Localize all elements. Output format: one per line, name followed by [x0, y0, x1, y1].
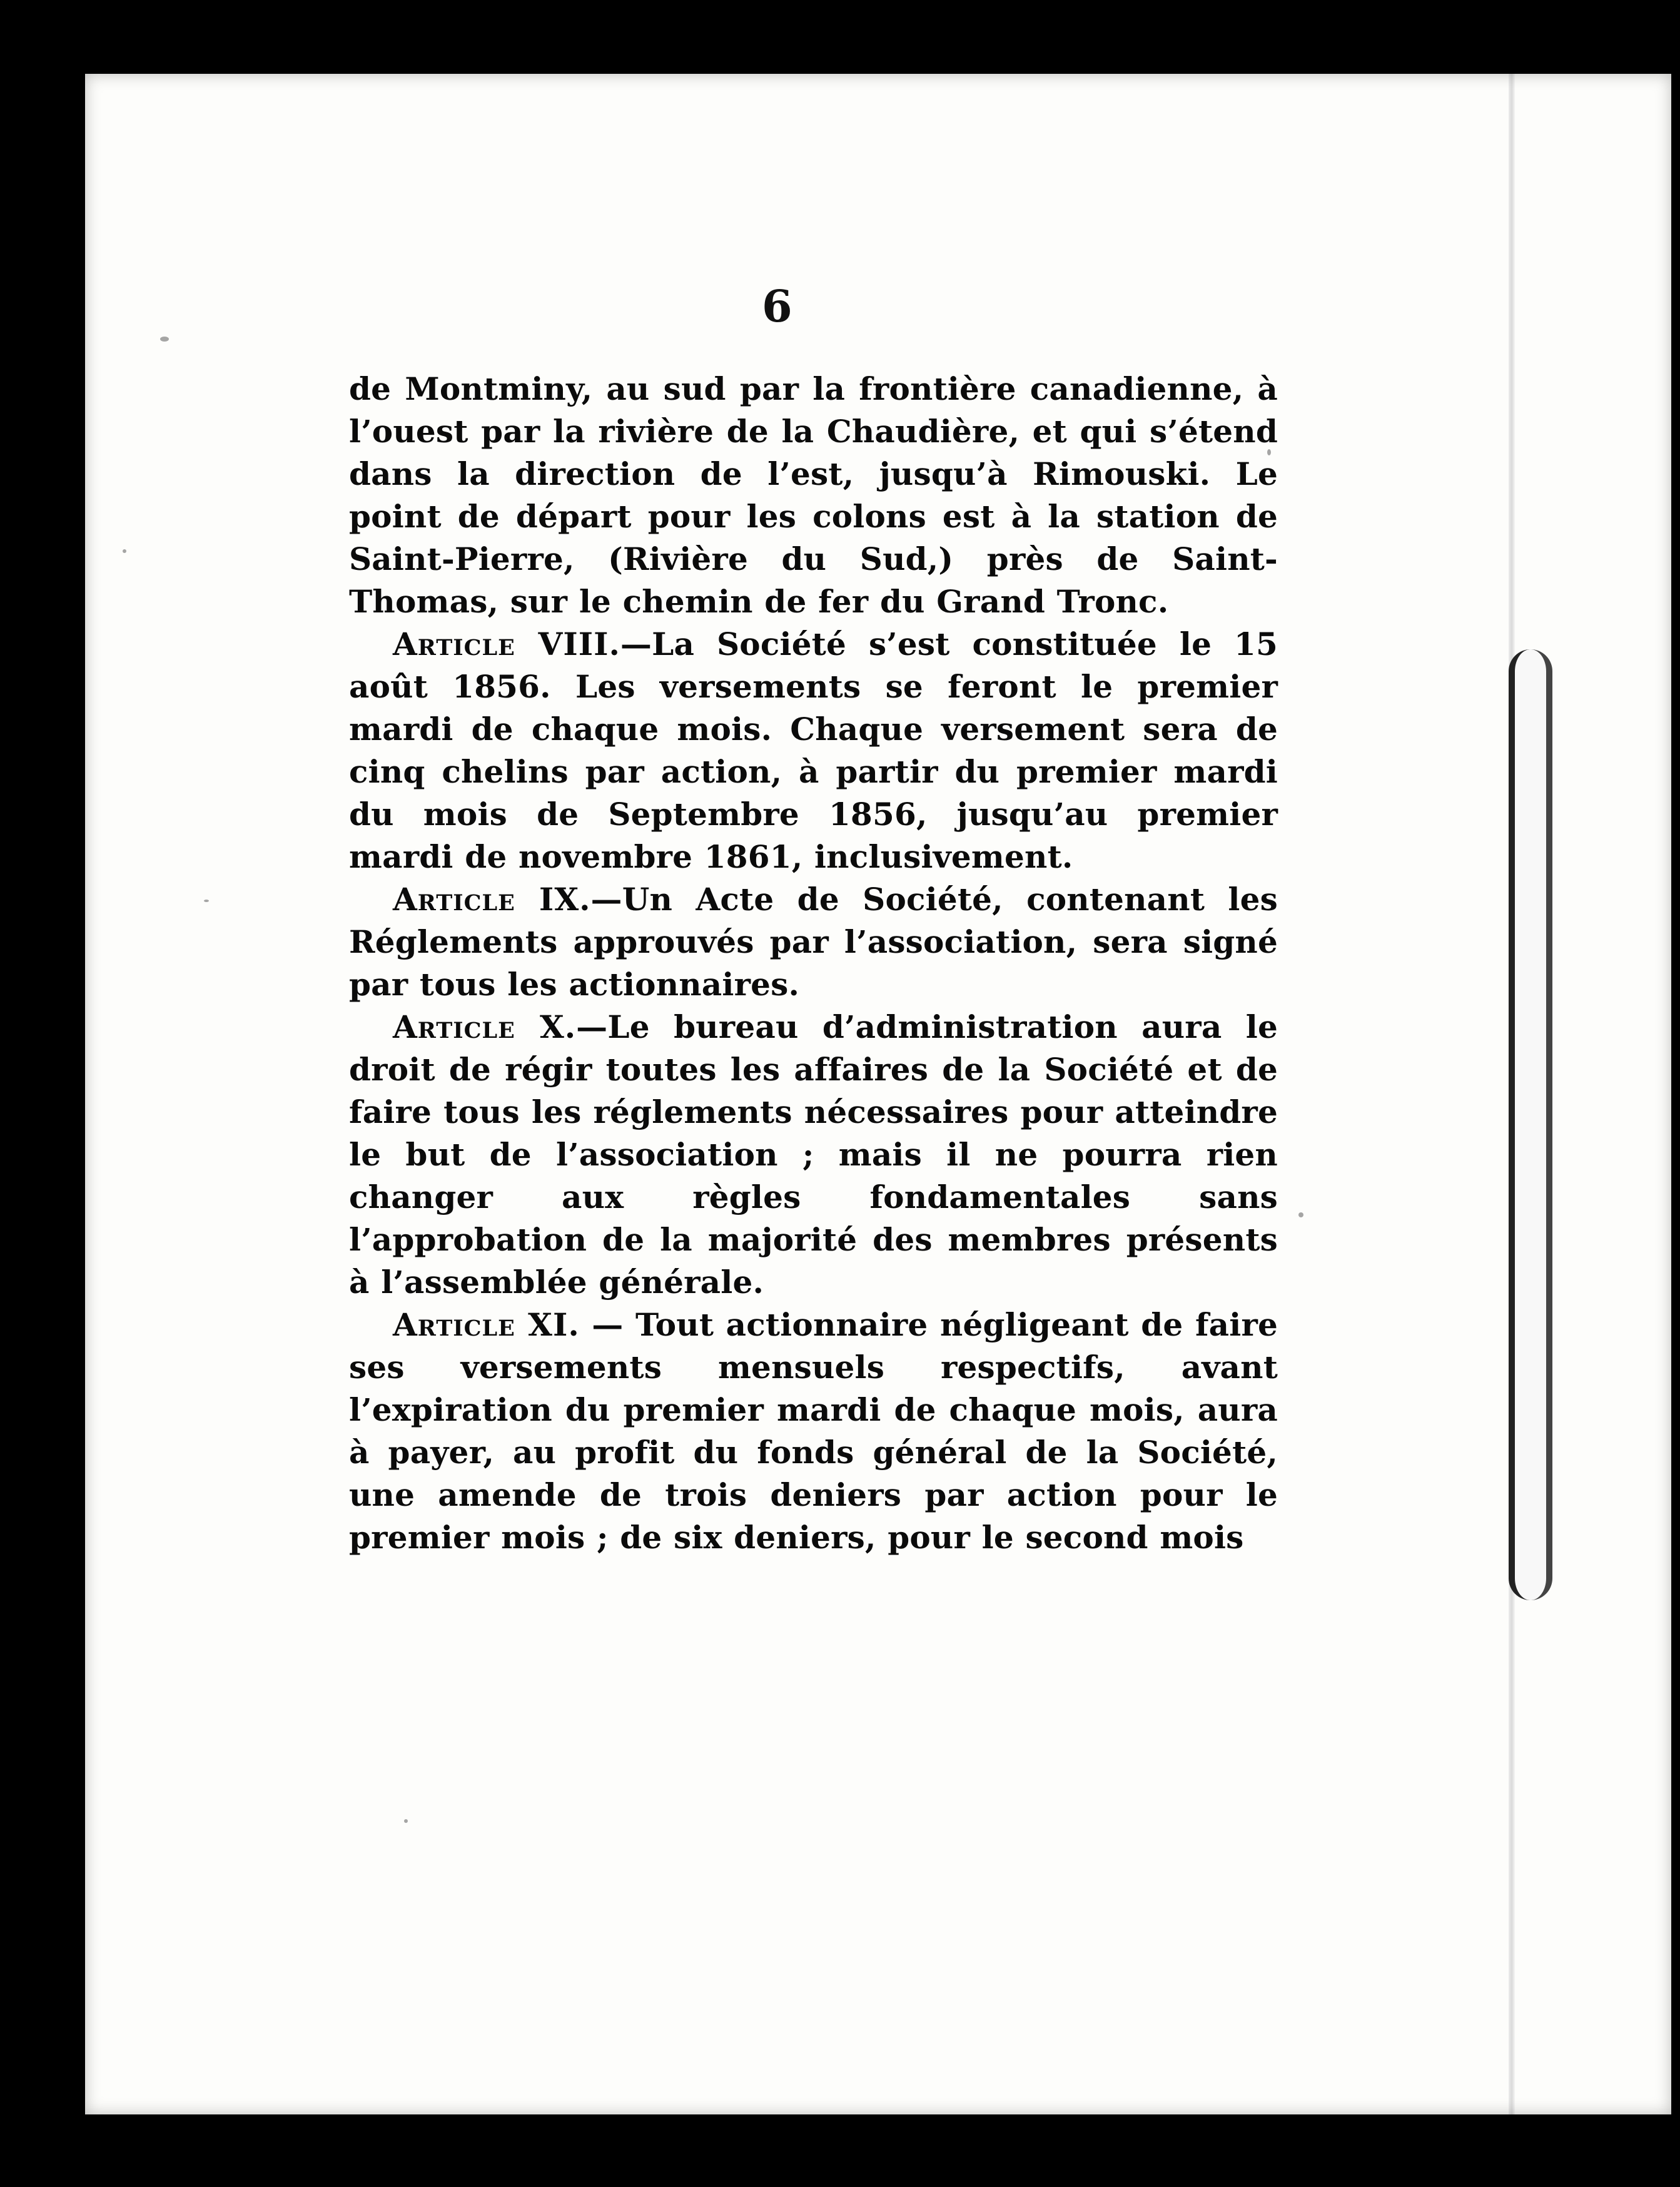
article-9 — [349, 878, 1278, 1006]
article-8-title: Article VIII. — [393, 626, 620, 662]
article-9-title: Article IX. — [393, 881, 591, 918]
paper-speckle — [1298, 1212, 1303, 1217]
opening-paragraph: de Montminy, au sud par la frontière canadienne, à l’ouest par la rivière de la Chaudière, et qui s’étend dans la direction de l’est, jusqu’à Rimouski. Le point de départ pour les colons est à la station de Saint-Pierre, (Rivière du Sud,) près de Saint-Thomas, sur le chemin de fer du Grand Tronc. — [349, 370, 1278, 620]
document-page — [85, 74, 1671, 2114]
article-10-body: —Le bureau d’administration aura le droit de régir toutes les affaires de la Société et de faire tous les réglements nécessaires pour atteindre le but de l’association ; mais il ne pourra rien changer aux règles fondamentales sans l’approbation de la majorité des membres présents à l’assemblée générale. — [349, 1008, 1278, 1301]
article-11 — [349, 1304, 1278, 1559]
article-10-title: Article X. — [393, 1008, 577, 1045]
paper-speckle — [123, 549, 126, 553]
article-8 — [349, 623, 1278, 878]
page-number: 6 — [762, 280, 792, 332]
binding-thread — [1509, 649, 1552, 1600]
article-11-body: — Tout actionnaire négligeant de faire ses versements mensuels respectifs, avant l’expiration du premier mardi de chaque mois, aura à payer, au profit du fonds général de la Société, une amende de trois deniers par action pour le premier mois ; de six deniers, pour le second mois — [349, 1306, 1278, 1556]
paper-speckle — [204, 900, 209, 902]
paper-speckle — [404, 1819, 408, 1823]
article-8-body: —La Société s’est constituée le 15 août 1856. Les versements se feront le premier mardi de chaque mois. Chaque versement sera de cinq chelins par action, à partir du premier mardi du mois de Septembre 1856, jusqu’au premier mardi de novembre 1861, inclusivement. — [349, 626, 1278, 875]
article-9-body: —Un Acte de Société, contenant les Réglements approuvés par l’association, sera signé par tous les actionnaires. — [349, 881, 1278, 1003]
article-11-title: Article XI. — [393, 1306, 580, 1343]
body-text — [349, 368, 1278, 1559]
article-10 — [349, 1006, 1278, 1304]
paper-speckle — [160, 337, 169, 342]
